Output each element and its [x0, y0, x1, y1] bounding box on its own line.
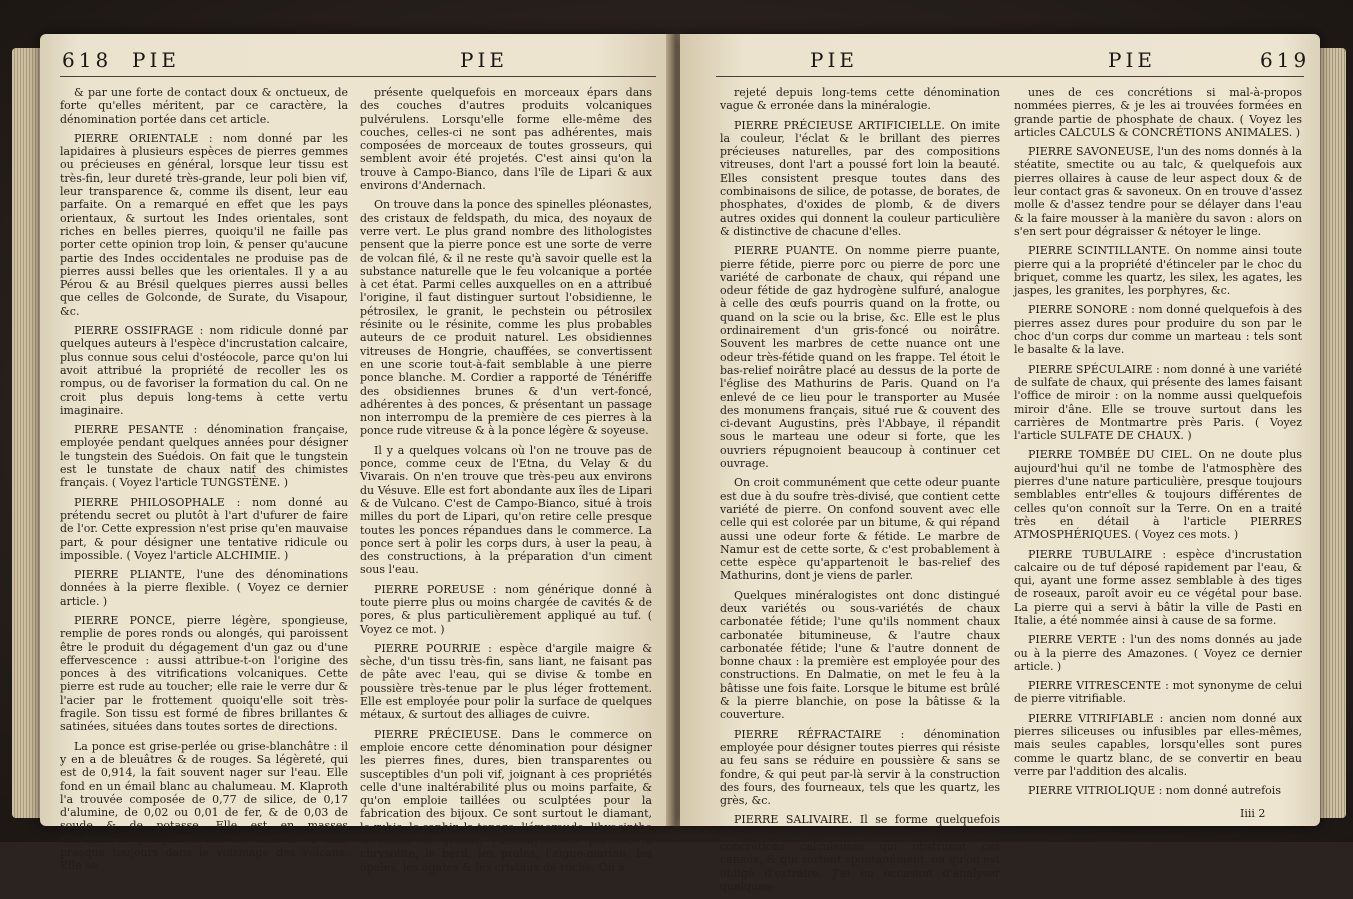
right-column-2: [1014, 86, 1302, 804]
left-page-number: 618: [62, 48, 113, 72]
paragraph: Quelques minéralogistes ont donc distingué deux variétés ou sous-variétés de chaux carbonatée fétide; l'une qu'ils nomment chaux carbonatée bitumineuse, & l'autre chaux carbonatée fétide; l'une & l'autre donnent de bonne chaux : la première est employée pour des constructions. En Dalmatie, on met le feu à la bâtisse une fois faite. Lorsque le bitume est brûlé & la pierre blanchie, on pose la bâtisse & la couverture.: [720, 588, 1000, 722]
paragraph: PIERRE VITRIOLIQUE : nom donné autrefois: [1028, 784, 1281, 798]
paragraph: PIERRE SCINTILLANTE. On nomme ainsi toute pierre qui a la propriété d'étinceler par le choc du briquet, comme les quartz, les silex, les agates, les jaspes, les granites, les porphyres, &c.: [1014, 244, 1302, 298]
paragraph: PIERRE PONCE, pierre légère, spongieuse, remplie de pores ronds ou alongés, qui paroissent être le produit du dégagement d'un gaz ou d'une effervescence : aussi attribue-t-on l'origine des ponces à des vitrifications volcaniques. Cette pierre est rude au toucher; elle raie le verre dur & l'acier par le frottement quoiqu'elle soit très-fragile. Son tissu est formé de fibres brillantes & satinées, situées dans toutes sortes de directions.: [60, 613, 348, 734]
left-page: [40, 34, 672, 874]
paragraph: PIERRE PHILOSOPHALE : nom donné au prétendu secret ou plutôt à l'art d'ufurer de faire de l'or. Cette expression n'est prise qu'en mauvaise part, & pour désigner une tentative ridicule ou impossible. ( Voyez l'article ALCHIMIE. ): [60, 495, 348, 562]
right-running-head-1: PIE: [810, 48, 858, 72]
paragraph: PIERRE PRÉCIEUSE. Dans le commerce on emploie encore cette dénomination pour désigner les pierres fines, dures, bien transparentes ou susceptibles d'un poli vif, joignant à ces propriétés celle d'une inaltérabilité plus ou moins parfaite, & qu'on emploie taillées ou sculptées pour la fabrication des bijoux. Ce sont surtout le diamant, le rubis, le saphir, la topaze, l'émeraude, l'hyacinthe & même le grenat, l'améthyste, le péridot, la chrysolite, le béril, les prales, l'aigue-marine, les opales, les agates & les cristaux de roche. On a: [360, 727, 652, 874]
paragraph: & par une forte de contact doux & onctueux, de forte qu'elles méritent, par ce caractère, la dénomination portée dans cet article.: [60, 86, 348, 126]
paragraph: PIERRE TOMBÉE DU CIEL. On ne doute plus aujourd'hui qu'il ne tombe de l'atmosphère des pierres d'une nature particulière, presque toujours semblables entr'elles & toujours différentes de celles qu'on connoît sur la Terre. On en a traité très en détail à l'article PIERRES ATMOSPHÉRIQUES. ( Voyez ces mots. ): [1014, 448, 1302, 542]
page-edges-right: [1318, 48, 1346, 818]
left-column-2: [360, 86, 652, 880]
paragraph: PIERRE SPÉCULAIRE : nom donné à une variété de sulfate de chaux, qui présente des lames faisant l'office de miroir : on la nomme aussi quelquefois miroir d'âne. Elle se trouve surtout dans les carrières de Montmartre près Paris. ( Voyez l'article SULFATE DE CHAUX. ): [1014, 362, 1302, 443]
paragraph: PIERRE OSSIFRAGE : nom ridicule donné par quelques auteurs à l'espèce d'incrustation calcaire, plus connue sous celui d'ostéocole, parce qu'on lui avoit attribué la propriété de recoller les os rompus, ou de favoriser la formation du cal. On ne croit plus depuis long-tems à cette vertu imaginaire.: [60, 324, 348, 417]
paragraph: PIERRE SALIVAIRE. Il se forme quelquefois dans les conduits des glandes salivaires, des concrétions calculeuses qui obstruent ces canaux, & qui sortent spontanément, ou qu'on est obligé d'extraire. J'ai eu occasion d'analyser quelques-: [720, 813, 1000, 893]
signature-mark: Iiii 2: [1240, 807, 1266, 820]
paragraph: PIERRE SAVONEUSE, l'un des noms donnés à la stéatite, smectite ou au talc, & quelquefois aux pierres ollaires à cause de leur aspect doux & de leur contact gras & savoneux. On en trouve d'assez molle & d'assez tendre pour se délayer dans l'eau & la faire mousser à la manière du savon : alors on s'en sert pour dégraisser & nétoyer le linge.: [1014, 145, 1302, 238]
paragraph: PIERRE POURRIE : espèce d'argile maigre & sèche, d'un tissu très-fin, sans liant, ne faisant pas de pâte avec l'eau, qui se divise & tombe en poussière très-tenue par le plus léger frottement. Elle est employée pour polir la surface de quelques métaux, & surtout des alliages de cuivre.: [360, 641, 652, 722]
left-column-1: [60, 86, 348, 879]
right-page-number: 619: [1260, 48, 1311, 72]
paragraph: PIERRE PLIANTE, l'une des dénominations données à la pierre flexible. ( Voyez ce dernier article. ): [60, 568, 348, 608]
paragraph: PIERRE PESANTE : dénomination française, employée pendant quelques années pour désigner le tungstein des Suédois. On fait que le tungstein est le tunstate de chaux natif des chimistes français. ( Voyez l'article TUNGSTÈNE. ): [60, 423, 348, 490]
paragraph: présente quelquefois en morceaux épars dans des couches d'autres produits volcaniques pulvérulens. Lorsqu'elle forme elle-même des couches, celles-ci ne sont pas adhérentes, mais composées de morceaux de toutes grosseurs, qui semblent avoir été projetés. C'est ainsi qu'on la trouve à Campo-Bianco, dans l'île de Lipari & aux environs d'Andernach.: [360, 86, 652, 193]
paragraph: PIERRE PRÉCIEUSE ARTIFICIELLE. On imite la couleur, l'éclat & le brillant des pierres précieuses naturelles, par des compositions vitreuses, dont l'art a poussé fort loin la beauté. Elles consistent presque toutes dans des combinaisons de silice, de potasse, de borates, de phosphates, d'oxides de plomb, & de divers autres oxides qui donnent la couleur particulière & distinctive de chacune d'elles.: [720, 118, 1000, 238]
paragraph: PIERRE RÉFRACTAIRE : dénomination employée pour désigner toutes pierres qui résiste au feu sans se réduire en poussière & sans se fondre, & qui peut par-là servir à la construction des fours, des fourneaux, tels que les quartz, les grès, &c.: [720, 727, 1000, 808]
right-header-rule: [716, 76, 1304, 77]
paragraph: PIERRE VITRIFIABLE : ancien nom donné aux pierres siliceuses ou infusibles par elles-mêmes, mais seules capables, lorsqu'elles sont pures comme le quartz blanc, de se convertir en beau verre par l'addition des alcalis.: [1014, 711, 1302, 778]
paragraph: rejeté depuis long-tems cette dénomination vague & erronée dans la minéralogie.: [720, 86, 1000, 113]
paragraph: PIERRE PUANTE. On nomme pierre puante, pierre fétide, pierre porc ou pierre de porc une variété de carbonate de chaux, qui répand une odeur fétide de gaz hydrogène sulfuré, analogue à celle des œufs pourris quand on la frotte, ou quand on la scie ou la brise, &c. Elle est le plus ordinairement d'un gris-foncé ou noirâtre. Souvent les marbres de cette nuance ont une odeur très-fétide quand on les frappe. Tel étoit le bas-relief noirâtre placé au dessus de la porte de l'église des Mathurins de Paris. Quand on l'a enlevé de ce lieu pour le transporter au Musée des monumens français, situé rue & couvent des ci-devant Augustins, près l'Abbaye, il répandit sous le marteau une odeur si forte, que les ouvriers répugnoient beaucoup à continuer cet ouvrage.: [720, 244, 1000, 471]
paragraph: PIERRE POREUSE : nom générique donné à toute pierre plus ou moins chargée de cavités & de pores, & plus particulièrement appliqué au tuf. ( Voyez ce mot. ): [360, 582, 652, 636]
paragraph: PIERRE VERTE : l'un des noms donnés au jade ou à la pierre des Amazones. ( Voyez ce dernier article. ): [1014, 633, 1302, 673]
paragraph: PIERRE VITRESCENTE : mot synonyme de celui de pierre vitrifiable.: [1014, 679, 1302, 706]
paragraph: On trouve dans la ponce des spinelles pléonastes, des cristaux de feldspath, du mica, des noyaux de verre vert. Le plus grand nombre des lithologistes pensent que la pierre ponce est une sorte de verre de volcan filé, & il ne reste qu'à savoir quelle est la substance naturelle que le feu volcanique a portée à cet état. Parmi celles auxquelles on en a attribué l'origine, il faut distinguer surtout l'obsidienne, le pétrosilex, le granit, le pechstein ou pétrosilex résinite ou le résinite, comme les plus probables auteurs de ce produit naturel. Les obsidiennes vitreuses de Hongrie, chauffées, se convertissent en une scorie tout-à-fait semblable à une pierre ponce blanche. M. Cordier a rapporté de Ténériffe des obsidiennes brunes & d'un vert-foncé, adhérentes à des ponces, & présentant un passage non interrompu de la première de ces pierres à la ponce rude vitreuse & à la ponce légère & soyeuse.: [360, 198, 652, 438]
paragraph: Il y a quelques volcans où l'on ne trouve pas de ponce, comme ceux de l'Etna, du Velay & du Vivarais. On n'en trouve que très-peu aux environs du Vésuve. Elle est fort abondante aux îles de Lipari & de Vulcano. C'est de Campo-Bianco, situé à trois milles du port de Lipari, qu'on retire celle presque toutes les ponces répandues dans le commerce. La ponce sert à polir les corps durs, à user la peau, à des constructions, à la préparation d'un ciment sous l'eau.: [360, 443, 652, 577]
right-column-1: [720, 86, 1000, 899]
page-edges-left: [12, 48, 42, 818]
right-page: [680, 34, 1320, 893]
left-running-head-2: PIE: [460, 48, 508, 72]
paragraph: La ponce est grise-perlée ou grise-blanchâtre : il y en a de bleuâtres & de rouges. Sa légèreté, qui est de 0,914, la fait souvent nager sur l'eau. Elle fond en un émail blanc au chalumeau. M. Klaproth l'a trouvée composée de 0,77 de silice, de 0,17 d'alumine, de 0,02 ou 0,01 de fer, & de 0,03 de soude & de potasse. Elle est en masses disséminées quelquefois sur les eaux de la mer, presque toujours dans le voisinage des volcans. Elle se: [60, 739, 348, 873]
paragraph: PIERRE SONORE : nom donné quelquefois à des pierres assez dures pour produire du son par le choc d'un corps dur comme un marteau : tels sont le basalte & la lave.: [1014, 303, 1302, 357]
paragraph: PIERRE ORIENTALE : nom donné par les lapidaires à plusieurs espèces de pierres gemmes ou précieuses en général, lorsque leur tissu est très-fin, leur dureté très-grande, leur poli bien vif, leur transparence &, comme ils disent, leur eau parfaite. On a remarqué en effet que les pays orientaux, & surtout les Indes orientales, sont riches en belles pierres, quoiqu'il ne faille pas porter cette opinion trop loin, & penser qu'aucune partie des Indes occidentales ne produise pas de pierres aussi belles que les orientales. Il y a au Pérou & au Brésil quelques pierres aussi belles que celles de Golconde, de Surate, du Visapour, &c.: [60, 131, 348, 318]
paragraph: unes de ces concrétions si mal-à-propos nommées pierres, & je les ai trouvées formées en grande partie de phosphate de chaux. ( Voyez les articles CALCULS & CONCRÉTIONS ANIMALES. ): [1014, 86, 1302, 139]
left-header-rule: [60, 76, 656, 77]
left-running-head-1: PIE: [132, 48, 180, 72]
right-running-head-2: PIE: [1108, 48, 1156, 72]
paragraph: On croit communément que cette odeur puante est due à du soufre très-divisé, que contient cette variété de pierre. On confond souvent avec elle celle qui est colorée par un bitume, & qui répand aussi une odeur forte & fétide. Le marbre de Namur est de cette sorte, & c'est probablement à cette espèce qu'appartenoit le bas-relief des Mathurins, dont je viens de parler.: [720, 476, 1000, 583]
paragraph: PIERRE TUBULAIRE : espèce d'incrustation calcaire ou de tuf déposé rapidement par l'eau, & qui, ayant une forme assez semblable à des tiges de roseaux, paroît avoir eu ce végétal pour base. La pierre qui a servi à bâtir la ville de Pasti en Italie, a été nommée ainsi à cause de sa forme.: [1014, 547, 1302, 627]
